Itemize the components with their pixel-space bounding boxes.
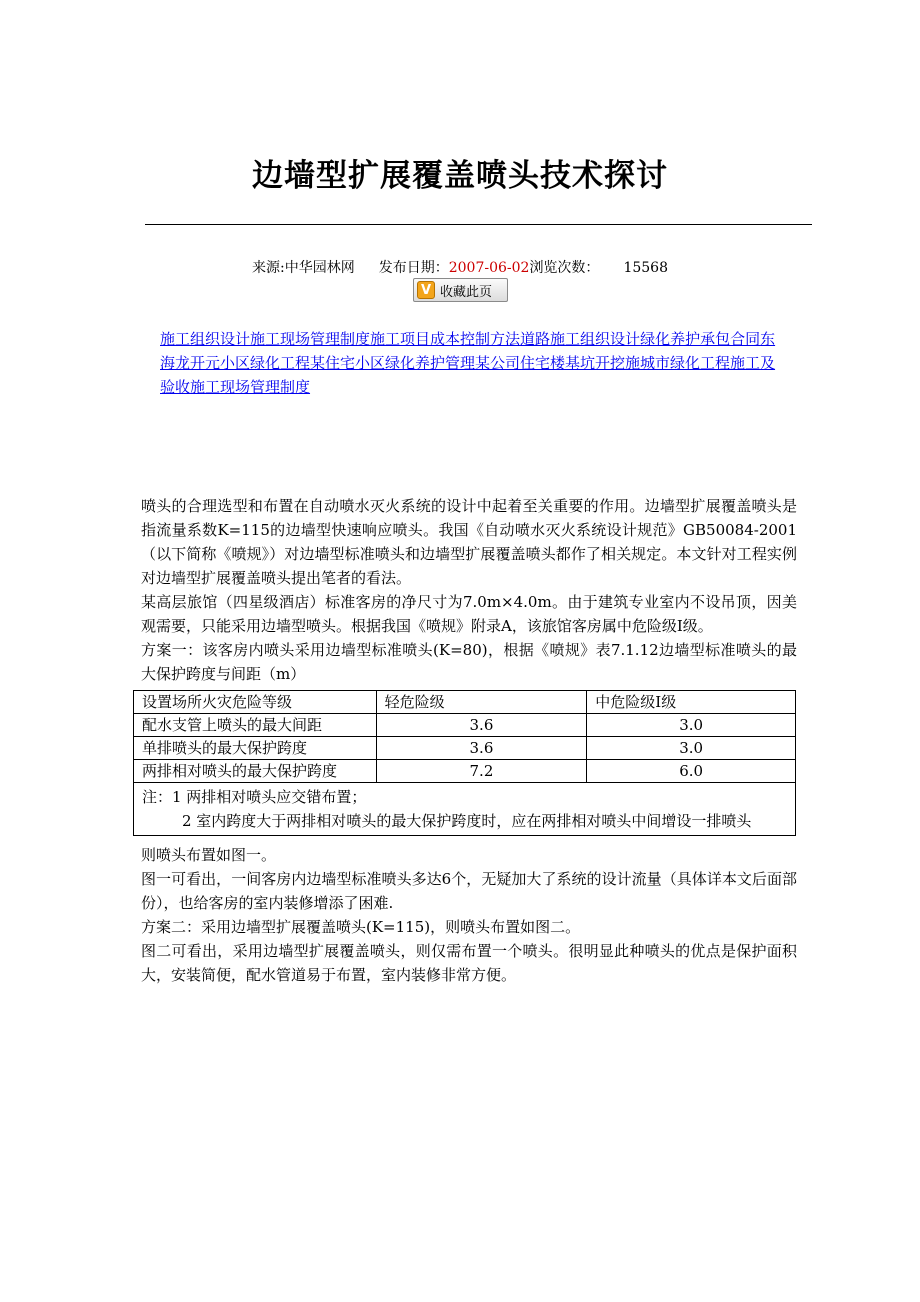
favorite-button-label: 收藏此页 [440,284,493,300]
related-link[interactable]: 某住宅小区绿化养护管理 [310,354,476,372]
table-row [134,737,796,760]
paragraph: 方案二：采用边墙型扩展覆盖喷头(K=115)，则喷头布置如图二。 [141,918,581,936]
table-cell: 6.0 [587,760,796,783]
table-header-row [134,691,796,714]
article-meta [0,257,920,277]
table-row [134,714,796,737]
related-link[interactable]: 城市绿化工程施工及验收 [160,354,776,396]
table-cell: 3.6 [376,714,587,737]
favorite-button[interactable] [413,278,508,302]
publish-date: 2007-06-02 [448,260,530,276]
paragraph: 方案一：该客房内喷头采用边墙型标准喷头(K=80)，根据《喷规》表7.1.12边墙型标准喷头的最大保护跨度与间距（m） [141,641,797,683]
table-note: 注：1 两排相对喷头应交错布置； [142,788,367,806]
table-header-cell: 设置场所火灾危险等级 [134,691,377,714]
page-title: 边墙型扩展覆盖喷头技术探讨 [252,158,668,194]
table-cell: 3.0 [587,737,796,760]
table-notes [134,783,796,836]
table-cell: 两排相对喷头的最大保护跨度 [134,760,377,783]
related-link[interactable]: 施工项目成本控制方法 [370,330,521,348]
related-link[interactable]: 绿化养护承包合同 [640,330,761,348]
related-link[interactable]: 某公司住宅楼基坑开挖施 [475,354,641,372]
paragraph: 喷头的合理选型和布置在自动喷水灭火系统的设计中起着至关重要的作用。边墙型扩展覆盖喷头是指流量系数K=115的边墙型快速响应喷头。我国《自动喷水灭火系统设计规范》GB50084-2001（以下简称《喷规》）对边墙型标准喷头和边墙型扩展覆盖喷头都作了相关规定。本文针对工程实例对边墙型扩展覆盖喷头提出笔者的看法。 [141,497,797,587]
table-note: 2 室内跨度大于两排相对喷头的最大保护跨度时，应在两排相对喷头中间增设一排喷头 [182,812,752,830]
table-row [134,760,796,783]
related-link[interactable]: 施工现场管理制度 [190,378,311,396]
source-text: 来源:中华园林网 [252,260,355,276]
sprinkler-spacing-table [133,690,796,836]
related-link[interactable]: 道路施工组织设计 [520,330,641,348]
related-links [160,327,785,399]
paragraph: 图一可看出，一间客房内边墙型标准喷头多达6个，无疑加大了系统的设计流量（具体详本文后面部份），也给客房的室内装修增添了困难. [141,870,797,912]
title-divider [145,224,812,225]
views-label: 浏览次数： [529,260,600,276]
paragraph: 则喷头布置如图一。 [141,846,277,864]
table-cell: 单排喷头的最大保护跨度 [134,737,377,760]
views-count: 15568 [623,260,668,276]
table-note-line [142,809,787,833]
table-cell: 配水支管上喷头的最大间距 [134,714,377,737]
related-link[interactable]: 东海龙开元小区绿化工程 [160,330,776,372]
table-header-cell: 中危险级I级 [587,691,796,714]
table-cell: 3.6 [376,737,587,760]
table-cell: 3.0 [587,714,796,737]
related-link[interactable]: 施工现场管理制度 [250,330,371,348]
paragraph: 某高层旅馆（四星级酒店）标准客房的净尺寸为7.0m×4.0m。由于建筑专业室内不设吊顶，因美观需要，只能采用边墙型喷头。根据我国《喷规》附录A，该旅馆客房属中危险级I级。 [141,593,797,635]
date-label: 发布日期： [378,260,449,276]
checkmark-icon: V [417,281,435,299]
table-note-row [134,783,796,836]
article-body-conclusion [141,843,797,987]
article-body-intro [141,494,797,686]
related-link[interactable]: 施工组织设计 [160,330,251,348]
paragraph: 图二可看出，采用边墙型扩展覆盖喷头，则仅需布置一个喷头。很明显此种喷头的优点是保护面积大，安装简便，配水管道易于布置，室内装修非常方便。 [141,942,797,984]
table-header-cell: 轻危险级 [376,691,587,714]
table-cell: 7.2 [376,760,587,783]
